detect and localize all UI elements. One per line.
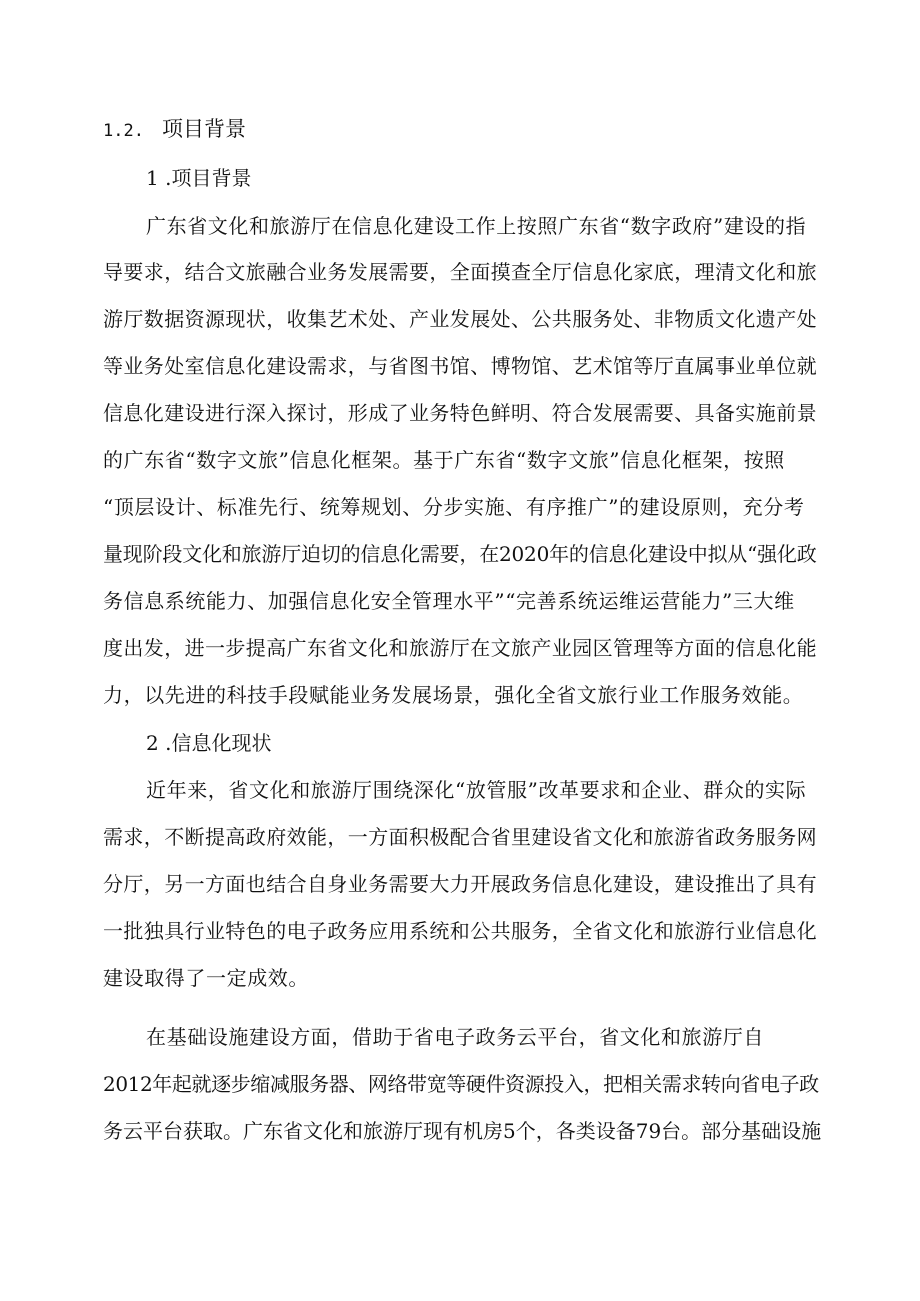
paragraph-line: 一批独具行业特色的电子政务应用系统和公共服务，全省文化和旅游行业信息化 [103, 919, 817, 943]
paragraph-line: 力，以先进的科技手段赋能业务发展场景，强化全省文旅行业工作服务效能。 [103, 683, 804, 707]
paragraph-line: 2012年起就逐步缩减服务器、网络带宽等硬件资源投入，把相关需求转向省电子政 [103, 1072, 819, 1096]
paragraph-line: 等业务处室信息化建设需求，与省图书馆、博物馆、艺术馆等厅直属事业单位就 [103, 354, 817, 378]
paragraph-line: 度出发，进一步提高广东省文化和旅游厅在文旅产业园区管理等方面的信息化能 [103, 636, 817, 660]
paragraph-line: 信息化建设进行深入探讨，形成了业务特色鲜明、符合发展需要、具备实施前景 [103, 401, 817, 425]
paragraph-line: 近年来，省文化和旅游厅围绕深化“放管服”改革要求和企业、群众的实际 [146, 778, 807, 802]
subheading-informatization-status: 2 .信息化现状 [146, 731, 272, 755]
subheading-project-background: 1 .项目背景 [146, 166, 252, 190]
paragraph-line: 游厅数据资源现状，收集艺术处、产业发展处、公共服务处、非物质文化遗产处 [103, 307, 817, 331]
paragraph-line: 在基础设施建设方面，借助于省电子政务云平台，省文化和旅游厅自 [146, 1025, 764, 1049]
paragraph-line: “顶层设计、标准先行、统筹规划、分步实施、有序推广”的建设原则，充分考 [103, 495, 805, 519]
paragraph-line: 务云平台获取。广东省文化和旅游厅现有机房5个，各类设备79台。部分基础设施 [103, 1119, 822, 1143]
paragraph-line: 需求，不断提高政府效能，一方面积极配合省里建设省文化和旅游省政务服务网 [103, 825, 817, 849]
paragraph-line: 分厅，另一方面也结合自身业务需要大力开展政务信息化建设，建设推出了具有 [103, 872, 817, 896]
section-title: 项目背景 [161, 117, 246, 141]
paragraph-line: 导要求，结合文旅融合业务发展需要，全面摸查全厅信息化家底，理清文化和旅 [103, 260, 817, 284]
paragraph-line: 广东省文化和旅游厅在信息化建设工作上按照广东省“数字政府”建设的指 [146, 214, 807, 238]
section-number: 1.2. [103, 121, 144, 141]
paragraph-line: 建设取得了一定成效。 [103, 966, 309, 990]
section-heading [103, 113, 246, 147]
paragraph-line: 量现阶段文化和旅游厅迫切的信息化需要，在2020年的信息化建设中拟从“强化政 [103, 542, 817, 566]
paragraph-line: 务信息系统能力、加强信息化安全管理水平”“完善系统运维运营能力”三大维 [103, 589, 795, 613]
paragraph-line: 的广东省“数字文旅”信息化框架。基于广东省“数字文旅”信息化框架，按照 [103, 448, 785, 472]
